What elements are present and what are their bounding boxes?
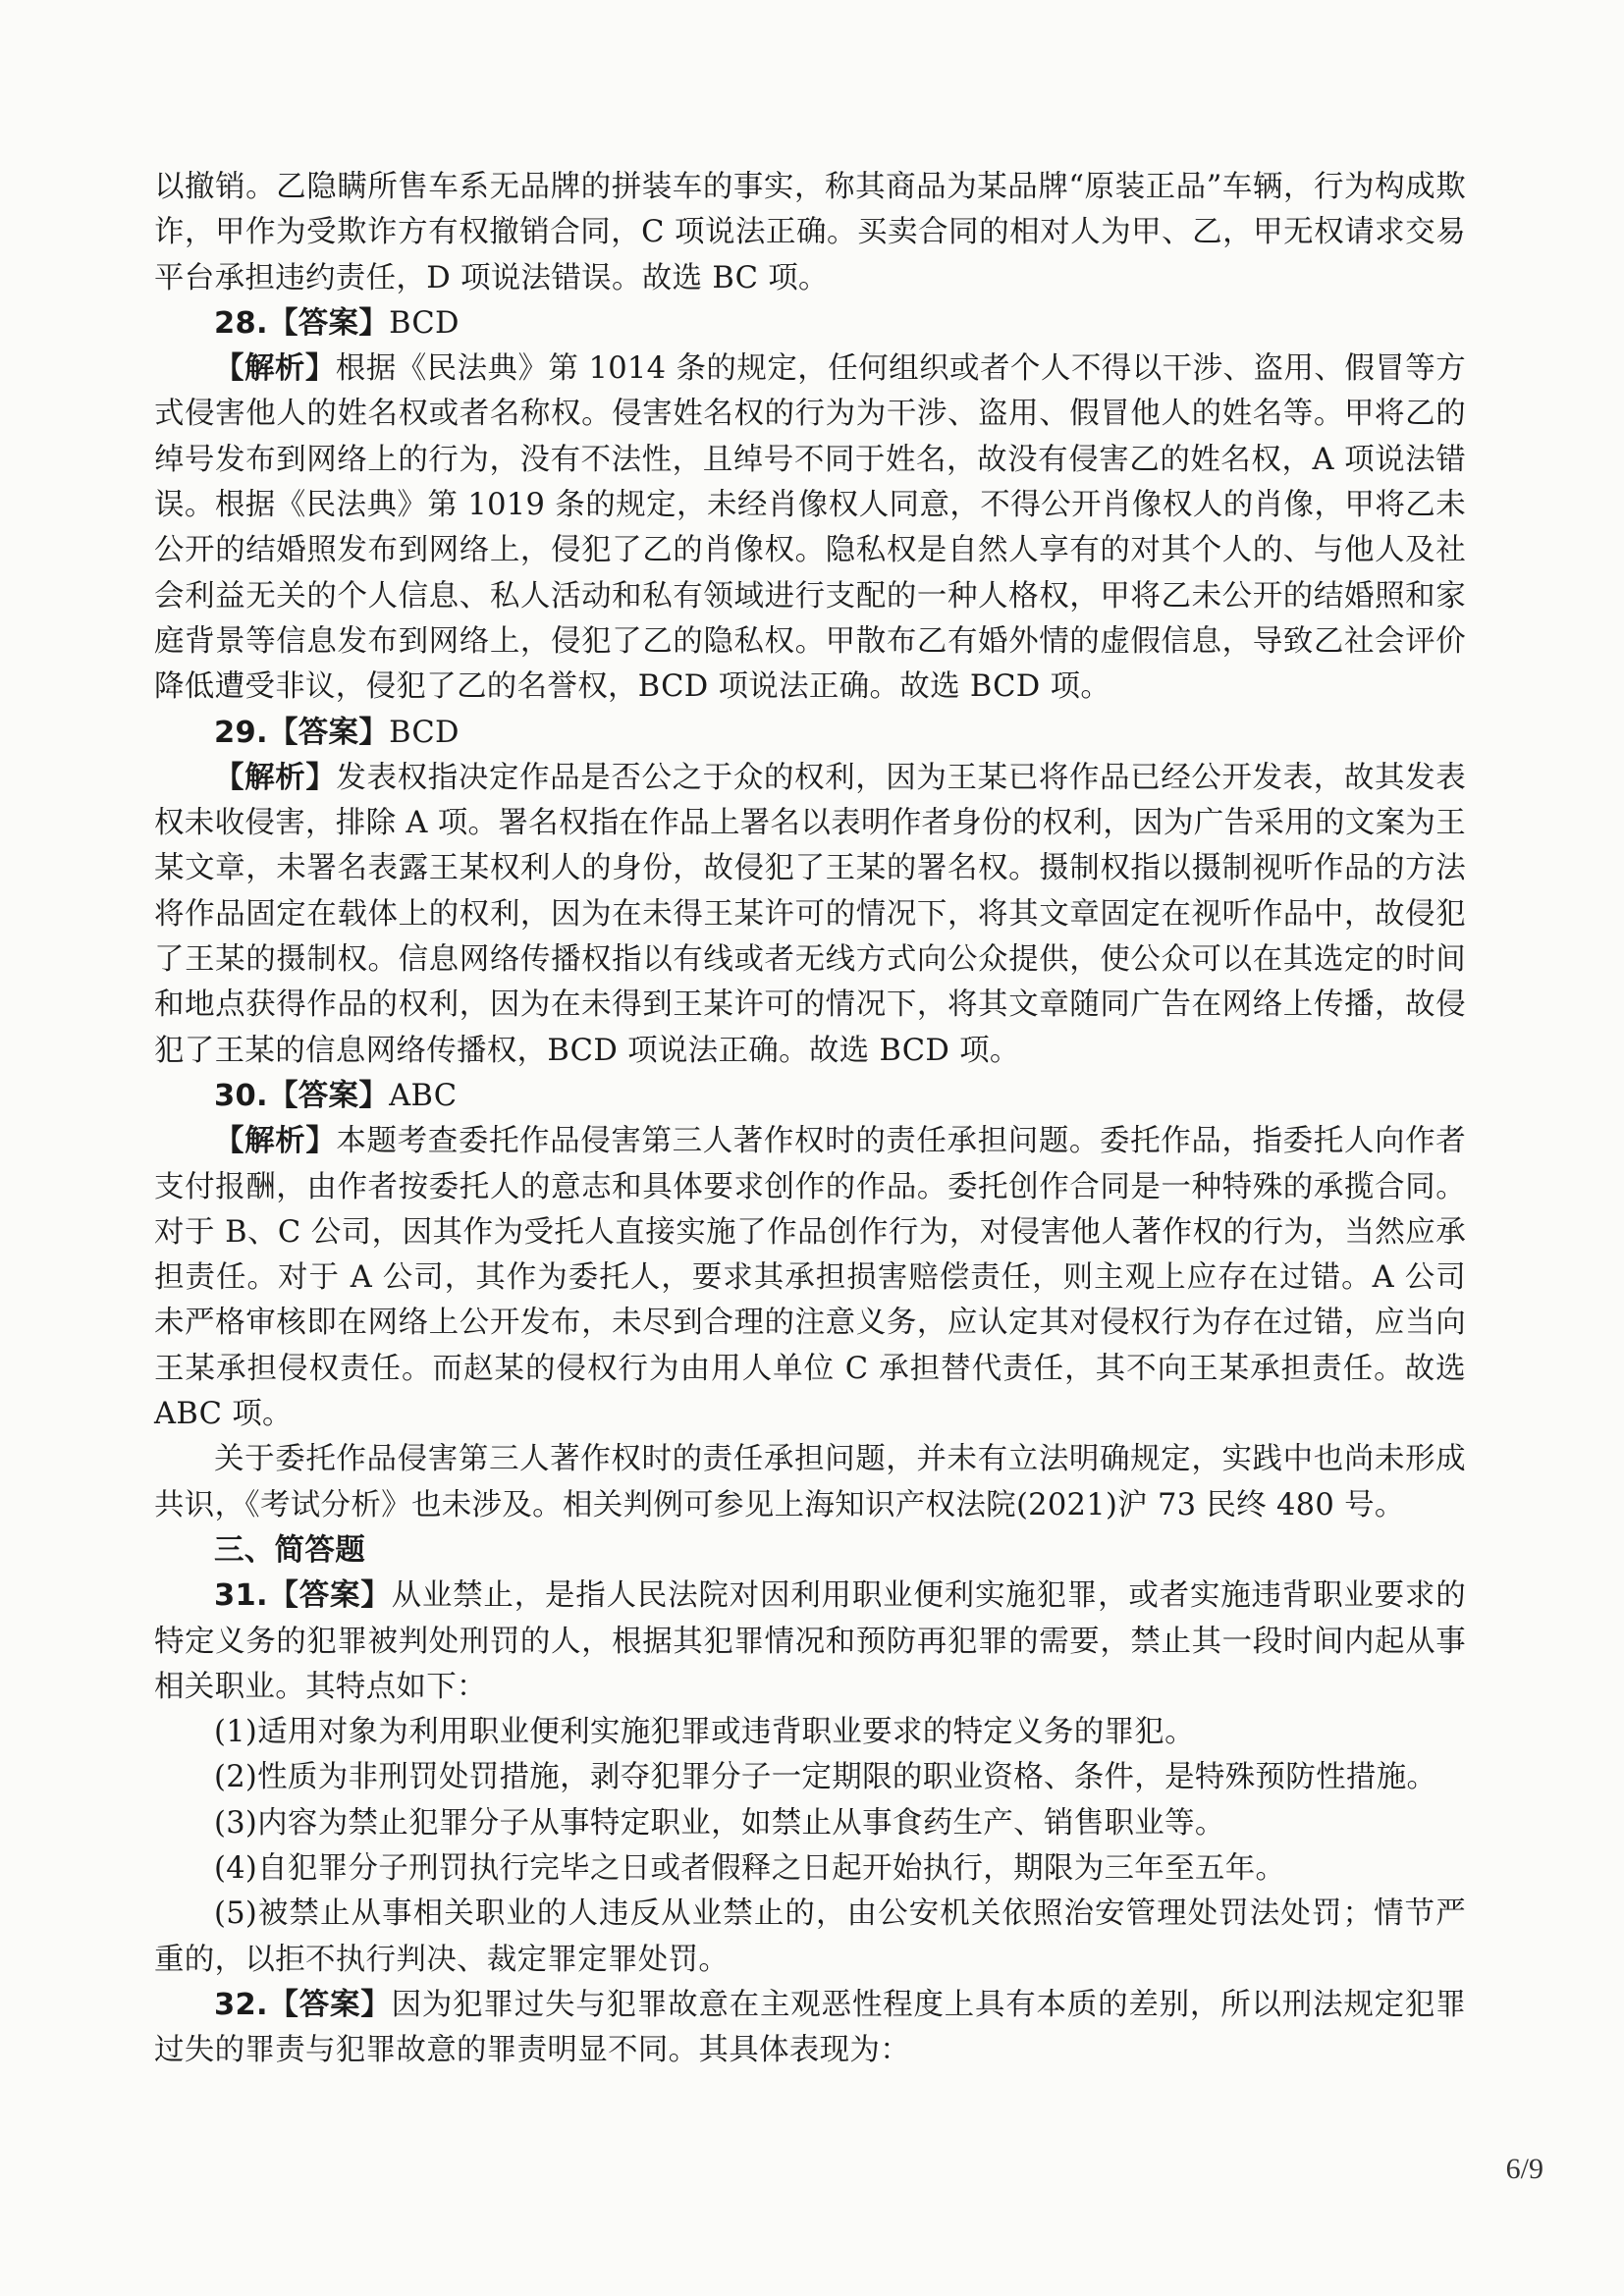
answer-text: BCD bbox=[389, 715, 460, 750]
answer-text: 因为犯罪过失与犯罪故意在主观恶性程度上具有本质的差别，所以刑法规定犯罪过失的罪责与犯罪故意的罪责明显不同。其具体表现为： bbox=[154, 1987, 1467, 2068]
analysis-paragraph bbox=[154, 1119, 1466, 1437]
body-paragraph: (4)自犯罪分子刑罚执行完毕之日或者假释之日起开始执行，期限为三年至五年。 bbox=[214, 1850, 1286, 1886]
analysis-text: 根据《民法典》第 1014 条的规定，任何组织或者个人不得以干涉、盗用、假冒等方式侵害他人的姓名权或者名称权。侵害姓名权的行为为干涉、盗用、假冒他人的姓名等。甲将乙的绰号发布到网络上的行为，没有不法性，且绰号不同于姓名，故没有侵害乙的姓名权，A 项说法错误。根据《民法典》第 1019 条的规定，未经肖像权人同意，不得公开肖像权人的肖像，甲将乙未公开的结婚照发布到网络上，侵犯了乙的肖像权。隐私权是自然人享有的对其个人的、与他人及社会利益无关的个人信息、私人活动和私有领域进行支配的一种人格权，甲将乙未公开的结婚照和家庭背景等信息发布到网络上，侵犯了乙的隐私权。甲散布乙有婚外情的虚假信息，导致乙社会评价降低遭受非议，侵犯了乙的名誉权，BCD 项说法正确。故选 BCD 项。 bbox=[154, 351, 1466, 705]
body-paragraph: (3)内容为禁止犯罪分子从事特定职业，如禁止从事食药生产、销售职业等。 bbox=[214, 1805, 1225, 1841]
answer-label: 【答案】 bbox=[267, 715, 390, 750]
answer-text: 从业禁止，是指人民法院对因利用职业便利实施犯罪，或者实施违背职业要求的特定义务的犯罪被判处刑罚的人，根据其犯罪情况和预防再犯罪的需要，禁止其一段时间内起从事相关职业。其特点如下： bbox=[154, 1578, 1467, 1704]
answer-label: 【答案】 bbox=[267, 305, 390, 341]
question-number: 30. bbox=[214, 1078, 268, 1113]
question-number: 32. bbox=[214, 1987, 268, 2022]
question-number: 28. bbox=[214, 305, 268, 341]
body-paragraph: (5)被禁止从事相关职业的人违反从业禁止的，由公安机关依照治安管理处罚法处罚；情节严重的，以拒不执行判决、裁定罪定罪处罚。 bbox=[154, 1896, 1466, 1977]
question-number: 31. bbox=[214, 1578, 268, 1614]
body-paragraph: (2)性质为非刑罚处罚措施，剥夺犯罪分子一定期限的职业资格、条件，是特殊预防性措施。 bbox=[214, 1760, 1437, 1795]
answer-text: BCD bbox=[389, 305, 460, 341]
answer-text: ABC bbox=[389, 1078, 458, 1113]
analysis-label: 【解析】 bbox=[214, 351, 336, 387]
question-number: 29. bbox=[214, 715, 268, 750]
answer-label: 【答案】 bbox=[267, 1987, 392, 2022]
analysis-paragraph bbox=[154, 756, 1466, 1074]
body-paragraph: 以撤销。乙隐瞒所售车系无品牌的拼装车的事实，称其商品为某品牌“原装正品”车辆，行为构成欺诈，甲作为受欺诈方有权撤销合同，C 项说法正确。买卖合同的相对人为甲、乙，甲无权请求交易平台承担违约责任，D 项说法错误。故选 BC 项。 bbox=[154, 170, 1466, 295]
answer-paragraph bbox=[154, 1574, 1466, 1710]
analysis-label: 【解析】 bbox=[214, 1124, 337, 1159]
analysis-paragraph bbox=[154, 347, 1466, 710]
analysis-text: 本题考查委托作品侵害第三人著作权时的责任承担问题。委托作品，指委托人向作者支付报酬，由作者按委托人的意志和具体要求创作的作品。委托创作合同是一种特殊的承揽合同。对于 B、C 公司，因其作为受托人直接实施了作品创作行为，对侵害他人著作权的行为，当然应承担责任。对于 A 公司，其作为委托人，要求其承担损害赔偿责任，则主观上应存在过错。A 公司未严格审核即在网络上公开发布，未尽到合理的注意义务，应认定其对侵权行为存在过错，应当向王某承担侵权责任。而赵某的侵权行为由用人单位 C 承担替代责任，其不向王某承担责任。故选 ABC 项。 bbox=[154, 1124, 1466, 1432]
answer-label: 【答案】 bbox=[267, 1578, 392, 1614]
answer-paragraph bbox=[154, 1983, 1466, 2074]
body-paragraph: 关于委托作品侵害第三人著作权时的责任承担问题，并未有立法明确规定，实践中也尚未形成共识，《考试分析》也未涉及。相关判例可参见上海知识产权法院(2021)沪 73 民终 480 号。 bbox=[154, 1442, 1466, 1522]
answer-paragraph bbox=[154, 711, 1466, 756]
answer-paragraph bbox=[154, 301, 1466, 347]
answer-label: 【答案】 bbox=[267, 1078, 390, 1113]
document-body bbox=[154, 165, 1466, 2073]
section-heading: 三、简答题 bbox=[214, 1532, 365, 1568]
body-paragraph: (1)适用对象为利用职业便利实施犯罪或违背职业要求的特定义务的罪犯。 bbox=[214, 1715, 1195, 1750]
analysis-text: 发表权指决定作品是否公之于众的权利，因为王某已将作品已经公开发表，故其发表权未收侵害，排除 A 项。署名权指在作品上署名以表明作者身份的权利，因为广告采用的文案为王某文章，未署名表露王某权利人的身份，故侵犯了王某的署名权。摄制权指以摄制视听作品的方法将作品固定在载体上的权利，因为在未得王某许可的情况下，将其文章固定在视听作品中，故侵犯了王某的摄制权。信息网络传播权指以有线或者无线方式向公众提供，使公众可以在其选定的时间和地点获得作品的权利，因为在未得到王某许可的情况下，将其文章随同广告在网络上传播，故侵犯了王某的信息网络传播权，BCD 项说法正确。故选 BCD 项。 bbox=[154, 760, 1466, 1068]
page-number: 6/9 bbox=[1505, 2153, 1543, 2185]
answer-paragraph bbox=[154, 1074, 1466, 1119]
analysis-label: 【解析】 bbox=[214, 760, 337, 795]
